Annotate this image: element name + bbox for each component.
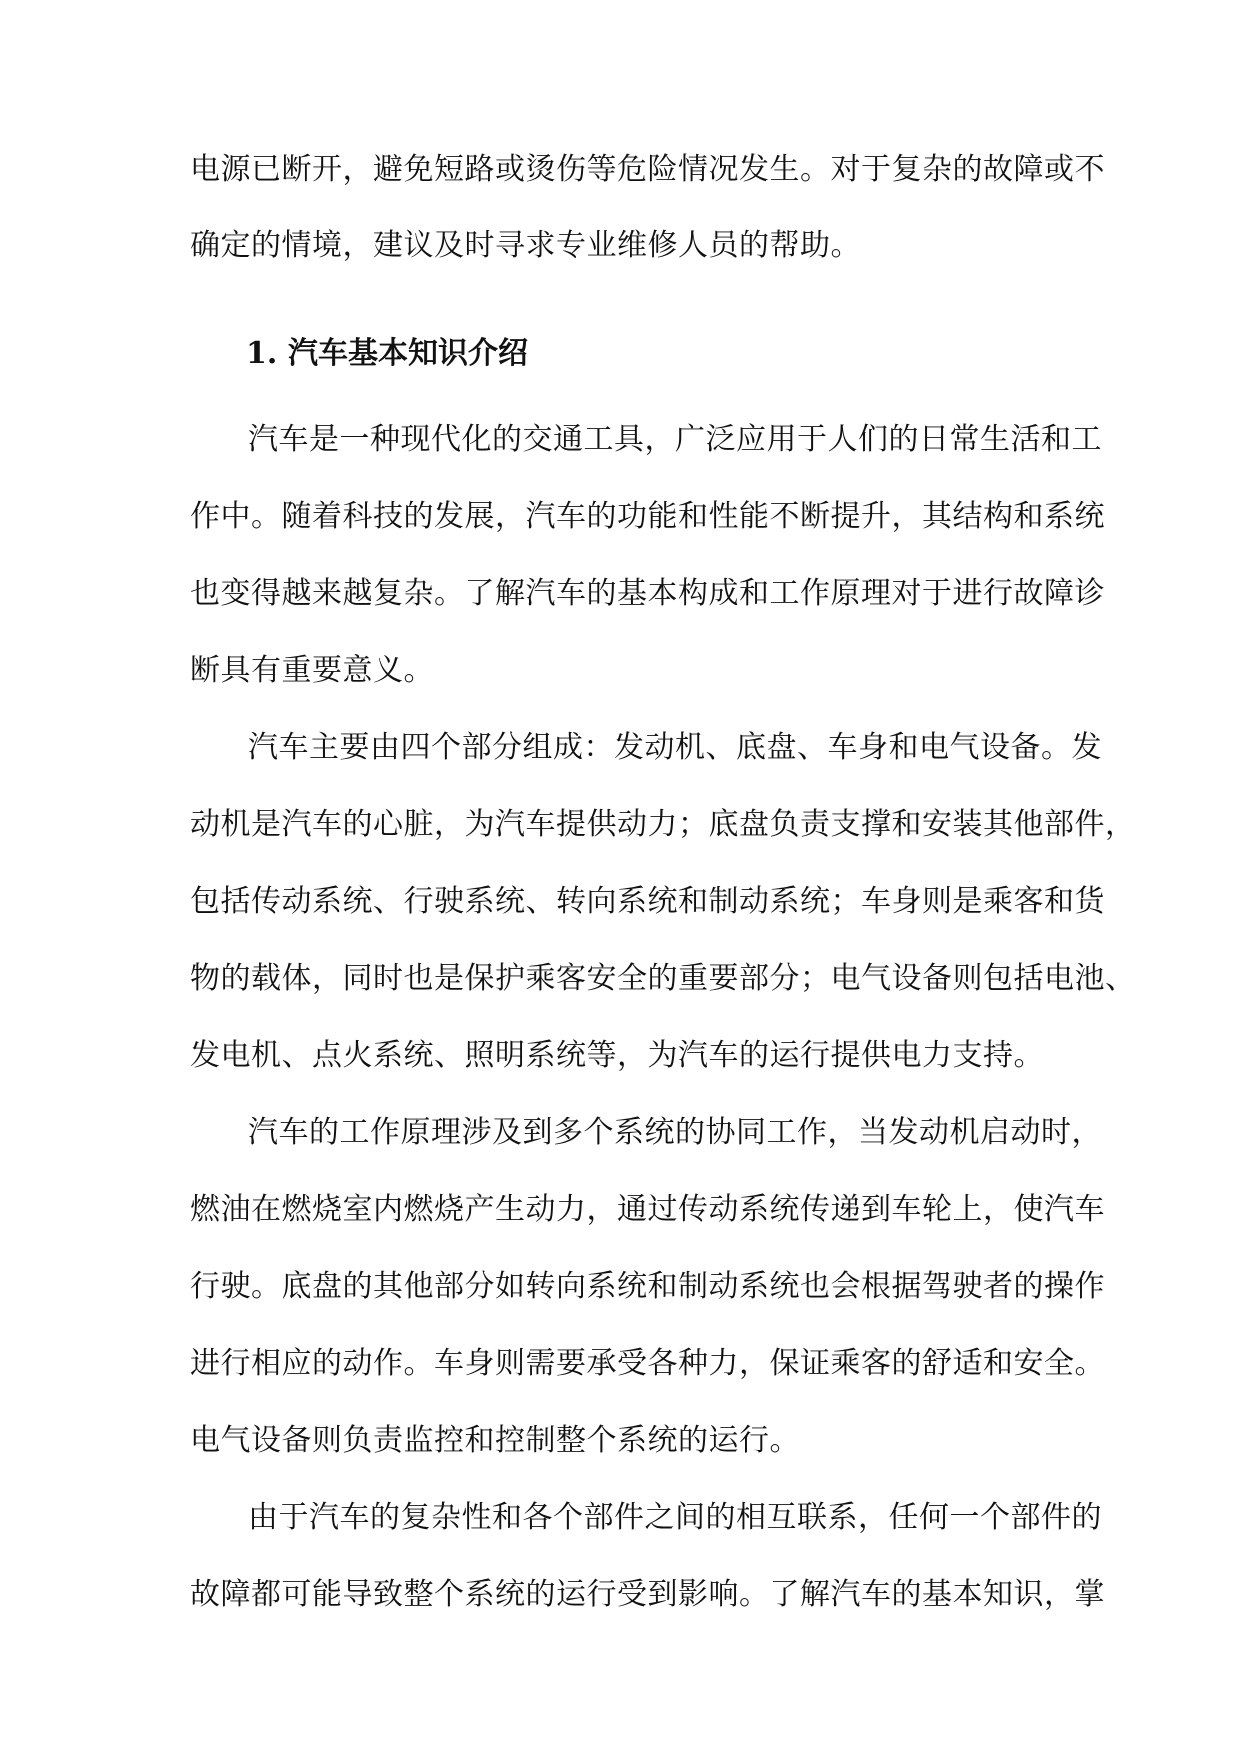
- paragraph-2-line-5: 发电机、点火系统、照明系统等，为汽车的运行提供电力支持。: [190, 1038, 1044, 1073]
- paragraph-1-line-2: 作中。随着科技的发展，汽车的功能和性能不断提升，其结构和系统: [190, 499, 1105, 534]
- paragraph-1-line-4: 断具有重要意义。: [190, 653, 434, 688]
- paragraph-4-line-2: 故障都可能导致整个系统的运行受到影响。了解汽车的基本知识，掌: [190, 1577, 1105, 1612]
- paragraph-3-line-2: 燃油在燃烧室内燃烧产生动力，通过传动系统传递到车轮上，使汽车: [190, 1192, 1105, 1227]
- paragraph-1-line-3: 也变得越来越复杂。了解汽车的基本构成和工作原理对于进行故障诊: [190, 576, 1105, 611]
- paragraph-2-line-3: 包括传动系统、行驶系统、转向系统和制动系统；车身则是乘客和货: [190, 884, 1105, 919]
- intro-line-1: 电源已断开，避免短路或烫伤等危险情况发生。对于复杂的故障或不: [190, 152, 1105, 187]
- paragraph-4-line-1: 由于汽车的复杂性和各个部件之间的相互联系，任何一个部件的: [248, 1500, 1102, 1535]
- paragraph-2-line-1: 汽车主要由四个部分组成：发动机、底盘、车身和电气设备。发: [248, 730, 1102, 765]
- section-heading: [246, 334, 528, 374]
- section-title: 汽车基本知识介绍: [288, 336, 528, 371]
- paragraph-3-line-1: 汽车的工作原理涉及到多个系统的协同工作，当发动机启动时，: [248, 1115, 1102, 1150]
- paragraph-2-line-4: 物的载体，同时也是保护乘客安全的重要部分；电气设备则包括电池、: [190, 961, 1136, 996]
- intro-line-2: 确定的情境，建议及时寻求专业维修人员的帮助。: [190, 228, 861, 263]
- paragraph-3-line-5: 电气设备则负责监控和控制整个系统的运行。: [190, 1423, 800, 1458]
- paragraph-1-line-1: 汽车是一种现代化的交通工具，广泛应用于人们的日常生活和工: [248, 422, 1102, 457]
- paragraph-3-line-4: 进行相应的动作。车身则需要承受各种力，保证乘客的舒适和安全。: [190, 1346, 1105, 1381]
- section-number: 1.: [246, 336, 278, 371]
- paragraph-2-line-2: 动机是汽车的心脏，为汽车提供动力；底盘负责支撑和安装其他部件，: [190, 807, 1136, 842]
- paragraph-3-line-3: 行驶。底盘的其他部分如转向系统和制动系统也会根据驾驶者的操作: [190, 1269, 1105, 1304]
